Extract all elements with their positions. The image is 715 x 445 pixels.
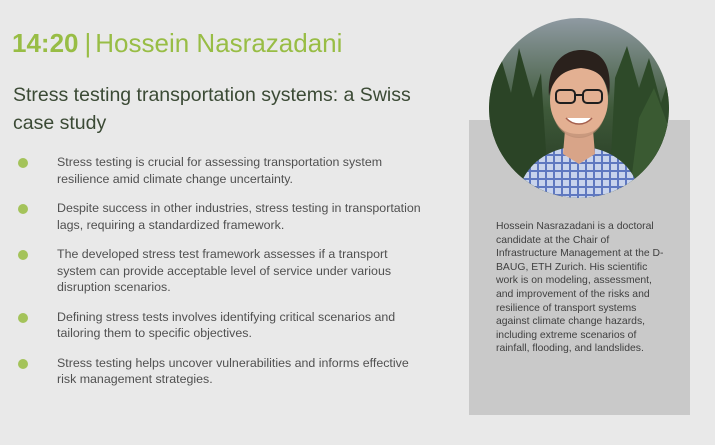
talk-title: Stress testing transportation systems: a Swiss case study: [13, 84, 411, 134]
speaker-photo: [489, 18, 669, 198]
speaker-name: Hossein Nasrazadani: [95, 28, 343, 58]
bullet-dot-icon: [18, 359, 28, 369]
bullet-dot-icon: [18, 158, 28, 168]
bullet-dot-icon: [18, 313, 28, 323]
bullet-item: [18, 154, 423, 187]
bullet-text: Despite success in other industries, stress testing in transportation lags, requiring a standardized framework.: [57, 201, 421, 232]
speaker-bio: Hossein Nasrazadani is a doctoral candidate at the Chair of Infrastructure Management at the D-BAUG, ETH Zurich. His scientific work is on modeling, assessment, and improvement of the risks and resilience of transport systems against climate change hazards, including extreme scenarios of rainfall, flooding, and landslides.: [496, 221, 664, 355]
header-separator: |: [84, 28, 92, 58]
bullet-item: [18, 309, 423, 342]
speaker-portrait-image: [489, 18, 669, 198]
session-time: 14:20: [12, 28, 79, 58]
bullet-text: Stress testing helps uncover vulnerabilities and informs effective risk management strategies.: [57, 355, 409, 386]
bullet-text: Defining stress tests involves identifying critical scenarios and tailoring them to specific objectives.: [57, 309, 396, 340]
bullet-item: [18, 200, 423, 233]
bullet-item: [18, 355, 423, 388]
bullet-dot-icon: [18, 250, 28, 260]
bullet-item: [18, 246, 423, 296]
bullet-dot-icon: [18, 204, 28, 214]
bullet-text: Stress testing is crucial for assessing transportation system resilience amid climate change uncertainty.: [57, 155, 383, 186]
bullet-text: The developed stress test framework assesses if a transport system can provide acceptable level of service under various disruption scenarios.: [57, 247, 392, 294]
bullet-list: [18, 154, 423, 401]
session-header: [12, 26, 342, 60]
